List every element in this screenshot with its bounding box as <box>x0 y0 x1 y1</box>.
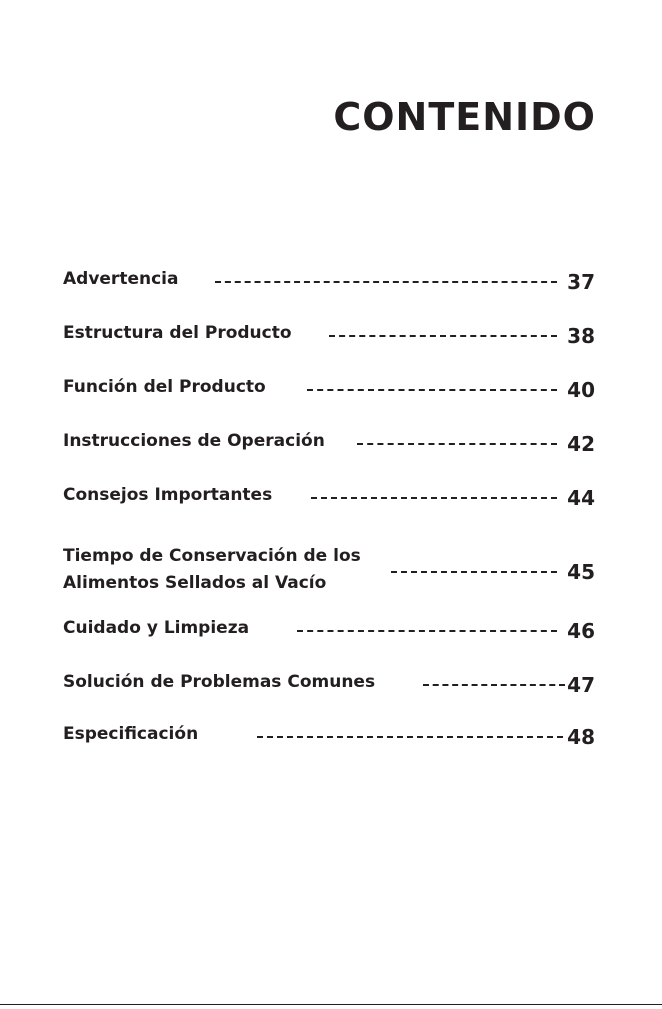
toc-entry-label: Especificación <box>63 724 199 744</box>
toc-entry-label: Función del Producto <box>63 377 266 397</box>
toc-dot-leader <box>391 571 557 573</box>
toc-entry-cuidado[interactable] <box>63 617 595 657</box>
toc-dot-leader <box>215 281 557 283</box>
toc-page-number: 46 <box>567 619 595 643</box>
toc-page-number: 38 <box>567 324 595 348</box>
toc-entry-solucion[interactable] <box>63 671 595 711</box>
toc-dot-leader <box>307 389 557 391</box>
toc-entry-label: Estructura del Producto <box>63 323 292 343</box>
toc-page-number: 40 <box>567 378 595 402</box>
toc-page-number: 44 <box>567 486 595 510</box>
toc-dot-leader <box>357 443 557 445</box>
toc-dot-leader <box>311 497 557 499</box>
toc-entry-estructura[interactable] <box>63 322 595 362</box>
toc-entry-label: Solución de Problemas Comunes <box>63 672 376 692</box>
toc-entry-label: Cuidado y Limpieza <box>63 618 250 638</box>
toc-page-number: 47 <box>567 673 595 697</box>
toc-dot-leader <box>423 684 565 686</box>
page-bottom-rule <box>0 1004 662 1005</box>
toc-entry-tiempo-conservacion[interactable] <box>63 546 595 598</box>
toc-page-number: 48 <box>567 725 595 749</box>
toc-entry-label: Advertencia <box>63 269 179 289</box>
toc-page-number: 45 <box>567 560 595 584</box>
toc-entry-label: Instrucciones de Operación <box>63 431 325 451</box>
toc-page-number: 42 <box>567 432 595 456</box>
toc-entry-label: Tiempo de Conservación de los Alimentos Sellados al Vacío <box>63 546 361 593</box>
toc-entry-advertencia[interactable] <box>63 268 595 308</box>
toc-page-number: 37 <box>567 270 595 294</box>
toc-dot-leader <box>257 736 563 738</box>
toc-dot-leader <box>329 335 557 337</box>
toc-entry-label: Consejos Importantes <box>63 485 273 505</box>
toc-dot-leader <box>297 630 557 632</box>
toc-entry-funcion[interactable] <box>63 376 595 416</box>
toc-entry-especificacion[interactable] <box>63 723 595 763</box>
toc-entry-consejos[interactable] <box>63 484 595 524</box>
page-title: CONTENIDO <box>333 95 596 139</box>
toc-entry-instrucciones[interactable] <box>63 430 595 470</box>
